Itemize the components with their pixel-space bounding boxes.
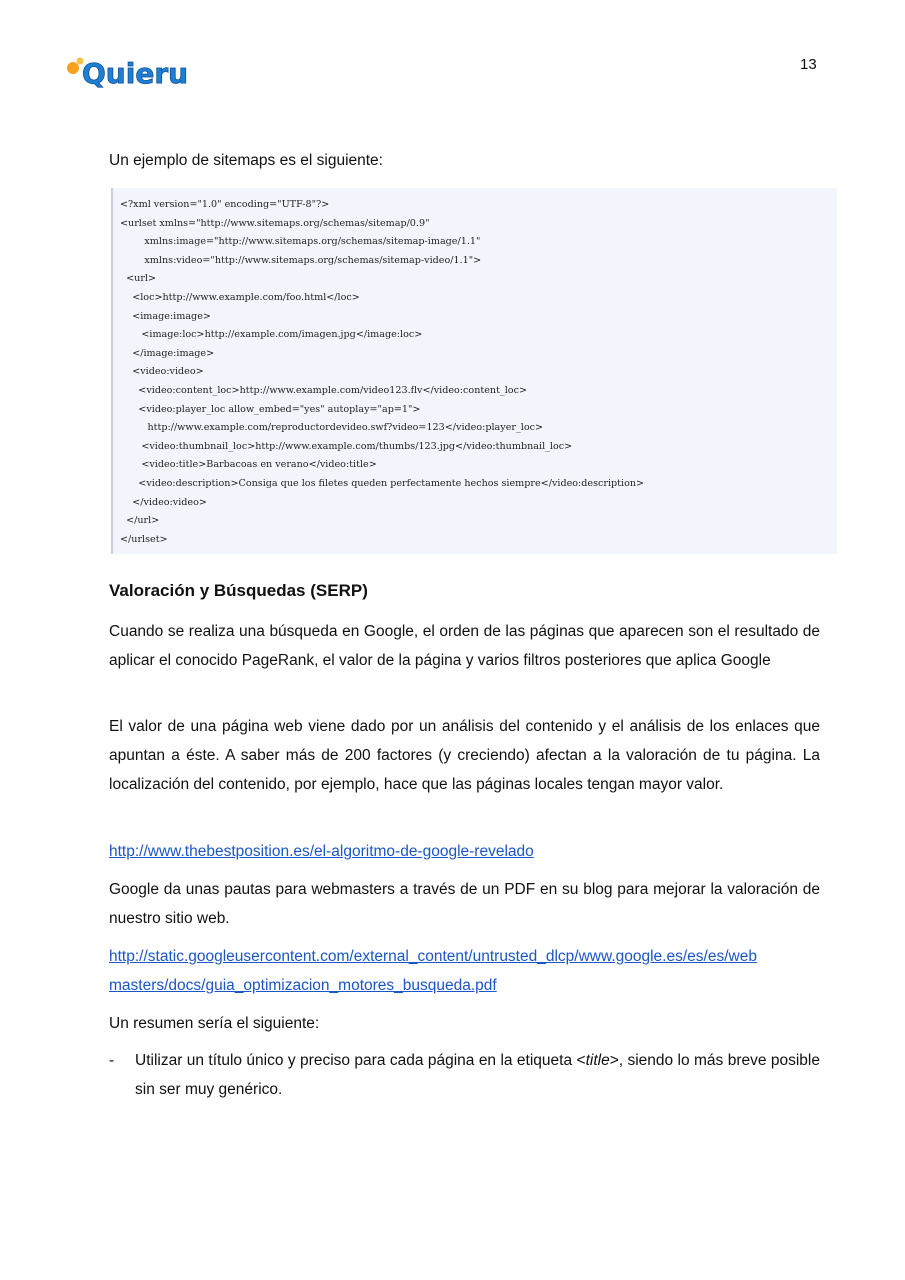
quieru-logo [64, 50, 188, 96]
code-line: <image:image> [120, 310, 211, 322]
code-line: http://www.example.com/reproductordevideo.swf?video=123</video:player_loc> [120, 422, 544, 434]
code-line: <video:description>Consiga que los filetes queden perfectamente hechos siempre</video:description> [120, 477, 645, 489]
code-line: <video:thumbnail_loc>http://www.example.com/thumbs/123.jpg</video:thumbnail_loc> [120, 440, 573, 452]
code-line: <video:video> [120, 366, 204, 378]
paragraph-summary-intro: Un resumen sería el siguiente: [109, 1015, 320, 1032]
logo-text: Quieru [82, 57, 188, 90]
paragraph-webmaster-guide: Google da unas pautas para webmasters a través de un PDF en su blog para mejorar la valoración de nuestro sitio web. [109, 881, 820, 927]
code-line: </image:image> [120, 347, 215, 359]
code-line: <?xml version="1.0" encoding="UTF-8"?> [120, 199, 330, 210]
sitemap-code-block [111, 188, 837, 554]
paragraph-page-value: El valor de una página web viene dado por un análisis del contenido y el análisis de los enlaces que apuntan a éste. A saber más de 200 factores (y creciendo) afectan a la valoración de tu página. La localización del contenido, por ejemplo, hace que las páginas locales tengan mayor valor. [109, 718, 820, 793]
code-line: <video:title>Barbacoas en verano</video:title> [120, 459, 377, 471]
link-algoritmo-google[interactable]: http://www.thebestposition.es/el-algoritmo-de-google-revelado [109, 843, 534, 860]
logo-sun-icon [67, 62, 79, 74]
section-heading: Valoración y Búsquedas (SERP) [109, 581, 368, 600]
code-line: <loc>http://www.example.com/foo.html</loc> [120, 291, 360, 303]
code-line: <image:loc>http://example.com/imagen.jpg</image:loc> [120, 329, 423, 341]
title-tag-text: title [585, 1052, 610, 1069]
code-line: </url> [120, 515, 160, 527]
link-guia-optimizacion[interactable] [109, 943, 820, 1001]
code-line: <urlset xmlns="http://www.sitemaps.org/schemas/sitemap/0.9" [120, 217, 430, 229]
code-line: <video:player_loc allow_embed="yes" autoplay="ap=1"> [120, 403, 421, 415]
code-line: xmlns:video="http://www.sitemaps.org/schemas/sitemap-video/1.1"> [120, 254, 482, 266]
paragraph-serp: Cuando se realiza una búsqueda en Google, el orden de las páginas que aparecen son el resultado de aplicar el conocido PageRank, el valor de la página y varios filtros posteriores que aplica Google [109, 623, 820, 669]
bullet-text: Utilizar un título único y preciso para cada página en la etiqueta <title>, siendo lo más breve posible sin ser muy genérico. [135, 1052, 820, 1098]
page-number: 13 [800, 56, 817, 73]
bullet-dash: - [109, 1052, 115, 1069]
code-line: xmlns:image="http://www.sitemaps.org/schemas/sitemap-image/1.1" [120, 236, 481, 248]
list-item [109, 1047, 820, 1105]
code-line: </urlset> [120, 533, 168, 545]
link-guia-line-2[interactable]: masters/docs/guia_optimizacion_motores_busqueda.pdf [109, 976, 497, 994]
code-line: </video:video> [120, 496, 207, 508]
code-line: <url> [120, 273, 157, 285]
link-guia-line-1[interactable]: http://static.googleusercontent.com/external_content/untrusted_dlcp/www.google.es/es/es/web [109, 948, 757, 965]
intro-text: Un ejemplo de sitemaps es el siguiente: [109, 152, 383, 169]
code-line: <video:content_loc>http://www.example.com/video123.flv</video:content_loc> [120, 384, 527, 396]
